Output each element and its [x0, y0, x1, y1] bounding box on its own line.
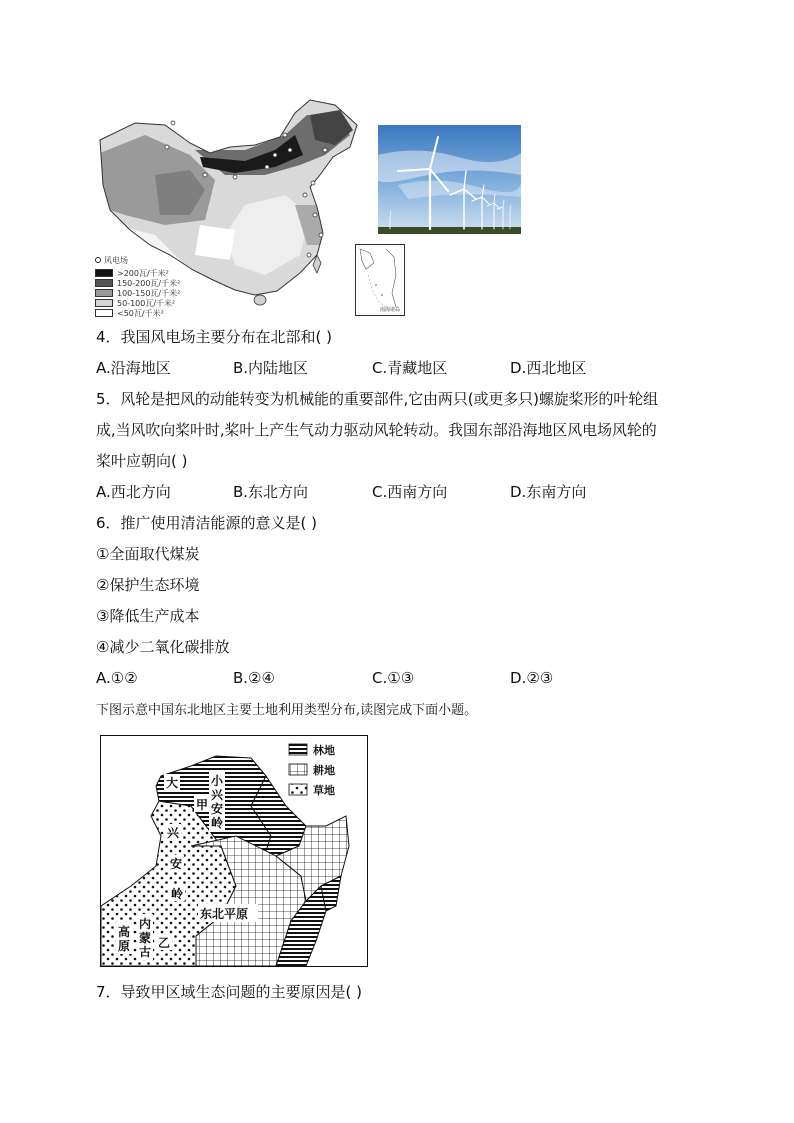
- question-5-line-2: 成,当风吹向桨叶时,桨叶上产生气动力驱动风轮转动。我国东部沿海地区风电场风轮的: [96, 421, 657, 439]
- question-7-stem: 7．导致甲区域生态问题的主要原因是( ): [96, 983, 363, 1001]
- q4-option-a: A.沿海地区: [96, 359, 171, 377]
- svg-text:兴: 兴: [167, 826, 180, 840]
- svg-text:原: 原: [118, 939, 131, 953]
- map-label-neimenggu: [137, 914, 153, 960]
- legend-item: 100-150瓦/千米²: [117, 288, 181, 298]
- q6-item-3: ③降低生产成本: [96, 607, 200, 625]
- map-label-yi: [156, 934, 172, 950]
- q6-item-2: ②保护生态环境: [96, 576, 200, 594]
- map-label-gaoyuan: [116, 922, 132, 954]
- inset-label: 南海诸岛: [380, 307, 401, 313]
- q6-option-b: B.②④: [233, 669, 275, 687]
- q5-option-a: A.西北方向: [96, 483, 171, 501]
- map-legend: [95, 255, 190, 318]
- svg-text:小: 小: [211, 774, 224, 788]
- south-china-sea-inset: [355, 244, 405, 316]
- svg-text:内: 内: [139, 917, 152, 931]
- q4-option-d: D.西北地区: [510, 359, 587, 377]
- question-4-stem: 4．我国风电场主要分布在北部和( ): [96, 328, 333, 346]
- question-6-stem: 6．推广使用清洁能源的意义是( ): [96, 514, 318, 532]
- q4-option-c: C.青藏地区: [372, 359, 448, 377]
- q5-option-d: D.东南方向: [510, 483, 587, 501]
- legend-item: 50-100瓦/千米²: [117, 298, 176, 308]
- map-label-xiaoxinganling: [209, 772, 225, 832]
- q4-option-b: B.内陆地区: [233, 359, 309, 377]
- northeast-landuse-map: [100, 735, 368, 967]
- q6-item-1: ①全面取代煤炭: [96, 545, 200, 563]
- legend-item: >200瓦/千米²: [117, 268, 169, 278]
- svg-text:岭: 岭: [211, 816, 224, 830]
- q6-option-d: D.②③: [510, 669, 554, 687]
- svg-text:林地: 林地: [313, 744, 335, 757]
- svg-text:乙: 乙: [158, 936, 171, 950]
- map-label-dongbeipingyuan: [198, 904, 258, 922]
- question-5-line-3: 桨叶应朝向( ): [96, 452, 188, 470]
- wind-farm-dot-icon: [95, 257, 101, 263]
- svg-text:安: 安: [170, 857, 183, 871]
- q6-item-4: ④减少二氧化碳排放: [96, 638, 230, 656]
- q6-option-c: C.①③: [372, 669, 415, 687]
- landuse-legend: [289, 743, 335, 797]
- q5-option-c: C.西南方向: [372, 483, 448, 501]
- svg-text:耕地: 耕地: [313, 764, 335, 777]
- svg-text:大: 大: [166, 776, 179, 790]
- svg-text:岭: 岭: [171, 887, 184, 901]
- svg-text:高: 高: [118, 925, 131, 939]
- question-5-line-1: 5．风轮是把风的动能转变为机械能的重要部件,它由两只(或更多只)螺旋桨形的叶轮组: [96, 390, 659, 408]
- wind-energy-map: [95, 95, 365, 317]
- section-intro: 下图示意中国东北地区主要土地利用类型分布,读图完成下面小题。: [96, 703, 478, 718]
- svg-text:安: 安: [211, 802, 224, 816]
- svg-text:兴: 兴: [211, 788, 224, 802]
- landuse-map-svg: [101, 736, 367, 966]
- svg-text:东北平原: 东北平原: [200, 907, 249, 921]
- legend-title: 风电场: [104, 255, 128, 265]
- svg-text:古: 古: [139, 945, 152, 959]
- q5-option-b: B.东北方向: [233, 483, 309, 501]
- svg-text:草地: 草地: [313, 784, 335, 797]
- svg-text:甲: 甲: [196, 798, 209, 812]
- legend-item: <50瓦/千米²: [117, 308, 164, 318]
- svg-text:蒙: 蒙: [139, 931, 152, 945]
- map-label-jia: [194, 796, 210, 812]
- wind-turbine-photo: [378, 125, 521, 234]
- legend-item: 150-200瓦/千米²: [117, 278, 181, 288]
- q6-option-a: A.①②: [96, 669, 138, 687]
